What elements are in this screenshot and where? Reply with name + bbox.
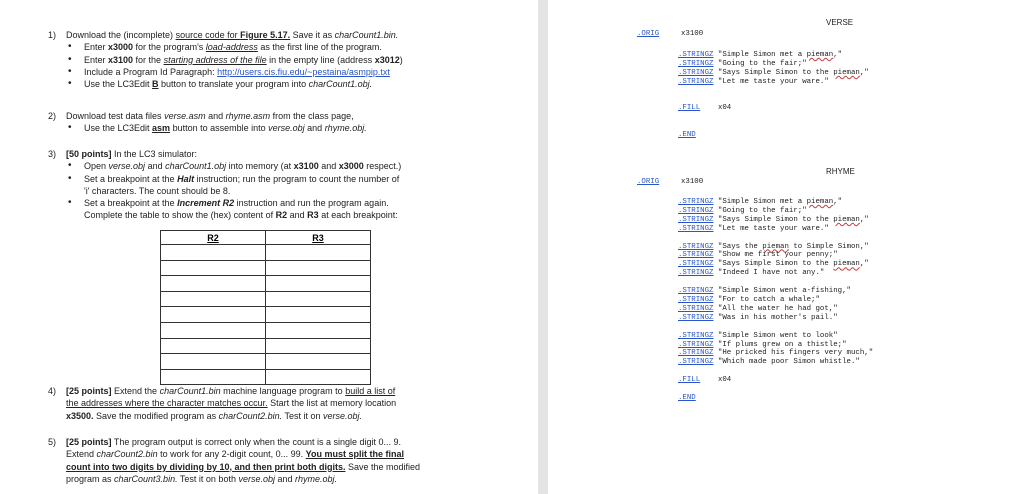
q1-bullet-pip: • Include a Program Id Paragraph: http://users.cis.fiu.edu/~pestaina/asmpip.txt	[66, 66, 468, 78]
rhyme-heading: RHYME	[826, 167, 855, 176]
question-number: 1)	[48, 30, 57, 40]
table-cell[interactable]	[161, 369, 266, 385]
q1-intro: Download the (incomplete) source code for Figure 5.17. Save it as charCount1.bin.	[66, 30, 399, 40]
breakpoint-table	[160, 230, 371, 385]
table-cell[interactable]	[266, 307, 371, 323]
q2-intro: Download test data files verse.asm and rhyme.asm from the class page,	[66, 111, 354, 121]
question-5: 5) [25 points] The program output is correct only when the count is a single digit 0... 9. Extend charCount2.bin to work for any 2-digit count, 0... 99. You must split the final count into two digits by dividing by 10, and then print both digits. Save the modified program as charCount3.bin. Test it on both verse.obj and rhyme.obj.	[48, 437, 421, 484]
table-cell[interactable]	[161, 291, 266, 307]
table-cell[interactable]	[266, 260, 371, 276]
table-cell[interactable]	[161, 307, 266, 323]
rhyme-orig: .ORIG	[637, 178, 660, 186]
table-row	[161, 260, 371, 276]
table-cell[interactable]	[161, 245, 266, 261]
q1-bullet-translate: • Use the LC3Edit B button to translate your program into charCount1.obj.	[66, 78, 468, 90]
code-listing-page: VERSE .ORIG x3100 .STRINGZ "Simple Simon met a pieman," .STRINGZ "Going to the fair;" .STRINGZ "Says Simple Simon to the pieman," .STRINGZ "Let me taste your ware." .FILL x04 .END RHYME .ORIG x3100 .STRINGZ "Simple Simon met a pieman," .STRINGZ "Going to the fair;" .STRINGZ "Says Simple Simon to the pieman," .STRINGZ "Let me taste your ware." .STRINGZ "Says the pieman to Simple Simon," .STRINGZ "Show me first your penny;" .STRINGZ "Says Simple Simon to the pieman," .STRINGZ "Indeed I have not any." .STRINGZ "Simple Simon went a-fishing," .STRINGZ "For to catch a whale;" .STRINGZ "All the water he had got," .STRINGZ "Was in his mother's pail." .STRINGZ "Simple Simon went to look" .STRINGZ "If plums grew on a thistle;" .STRINGZ "He pricked his fingers very much," .STRINGZ "Which made poor Simon whistle." .FILL x04 .END	[548, 0, 1024, 494]
verse-code: .STRINGZ "Simple Simon met a pieman," .STRINGZ "Going to the fair;" .STRINGZ "Says Simple Simon to the pieman," .STRINGZ "Let me taste your ware." .FILL x04 .END	[678, 51, 869, 140]
q3-bullet-open: • Open verse.obj and charCount1.obj into memory (at x3100 and x3000 respect.)	[66, 160, 468, 172]
question-3: 3) [50 points] In the LC3 simulator: • Open verse.obj and charCount1.obj into memory (at x3100 and x3000 respect.) • Set a breakpoint at the Halt instruction; run the program to count the number of 'i' characters. The count should be 8. • Set a breakpoint at the Increment R2 instruction and run the program again. Complete the table to show the (hex) content of R2 and R3 at each breakpoint:	[48, 148, 468, 222]
table-row	[161, 245, 371, 261]
table-cell[interactable]	[266, 322, 371, 338]
q3-intro: [50 points] In the LC3 simulator:	[66, 149, 198, 159]
col-header-r3: R3	[266, 231, 371, 245]
table-row	[161, 338, 371, 354]
table-cell[interactable]	[161, 322, 266, 338]
q3-bullet-halt: • Set a breakpoint at the Halt instruction; run the program to count the number of 'i' characters. The count should be 8.	[66, 173, 468, 198]
question-2: 2) Download test data files verse.asm and rhyme.asm from the class page, • Use the LC3Edit asm button to assemble into verse.obj and rhyme.obj.	[48, 110, 468, 135]
pip-link[interactable]: http://users.cis.fiu.edu/~pestaina/asmpip.txt	[217, 66, 390, 77]
table-row	[161, 291, 371, 307]
rhyme-code: .STRINGZ "Simple Simon met a pieman," .STRINGZ "Going to the fair;" .STRINGZ "Says Simple Simon to the pieman," .STRINGZ "Let me taste your ware." .STRINGZ "Says the pieman to Simple Simon," .STRINGZ "Show me first your penny;" .STRINGZ "Says Simple Simon to the pieman," .STRINGZ "Indeed I have not any." .STRINGZ "Simple Simon went a-fishing," .STRINGZ "For to catch a whale;" .STRINGZ "All the water he had got," .STRINGZ "Was in his mother's pail." .STRINGZ "Simple Simon went to look" .STRINGZ "If plums grew on a thistle;" .STRINGZ "He pricked his fingers very much," .STRINGZ "Which made poor Simon whistle." .FILL x04 .END	[678, 198, 874, 402]
col-header-r2: R2	[161, 231, 266, 245]
table-cell[interactable]	[161, 354, 266, 370]
table-cell[interactable]	[266, 369, 371, 385]
q1-bullet-start-address: • Enter x3100 for the starting address of the file in the empty line (address x3012)	[66, 54, 468, 66]
q3-bullet-increment: • Set a breakpoint at the Increment R2 instruction and run the program again. Complete the table to show the (hex) content of R2 and R3 at each breakpoint:	[66, 197, 468, 222]
table-row	[161, 369, 371, 385]
table-cell[interactable]	[161, 260, 266, 276]
table-row	[161, 276, 371, 292]
table-cell[interactable]	[161, 338, 266, 354]
verse-heading: VERSE	[826, 18, 854, 27]
table-row	[161, 322, 371, 338]
question-4: 4) [25 points] Extend the charCount1.bin machine language program to build a list of the addresses where the character matches occur. Start the list at memory location x3500. Save the modified program as charCount2.bin. Test it on verse.obj.	[48, 386, 397, 421]
table-cell[interactable]	[266, 338, 371, 354]
table-row	[161, 354, 371, 370]
table-cell[interactable]	[161, 276, 266, 292]
table-cell[interactable]	[266, 354, 371, 370]
table-cell[interactable]	[266, 276, 371, 292]
question-1	[48, 29, 468, 90]
q2-bullet-assemble: • Use the LC3Edit asm button to assemble into verse.obj and rhyme.obj.	[66, 122, 468, 134]
q1-bullet-load-address: • Enter x3000 for the program's load-address as the first line of the program.	[66, 41, 468, 53]
table-cell[interactable]	[266, 291, 371, 307]
table-row	[161, 307, 371, 323]
table-cell[interactable]	[266, 245, 371, 261]
verse-orig: .ORIG	[637, 30, 660, 38]
